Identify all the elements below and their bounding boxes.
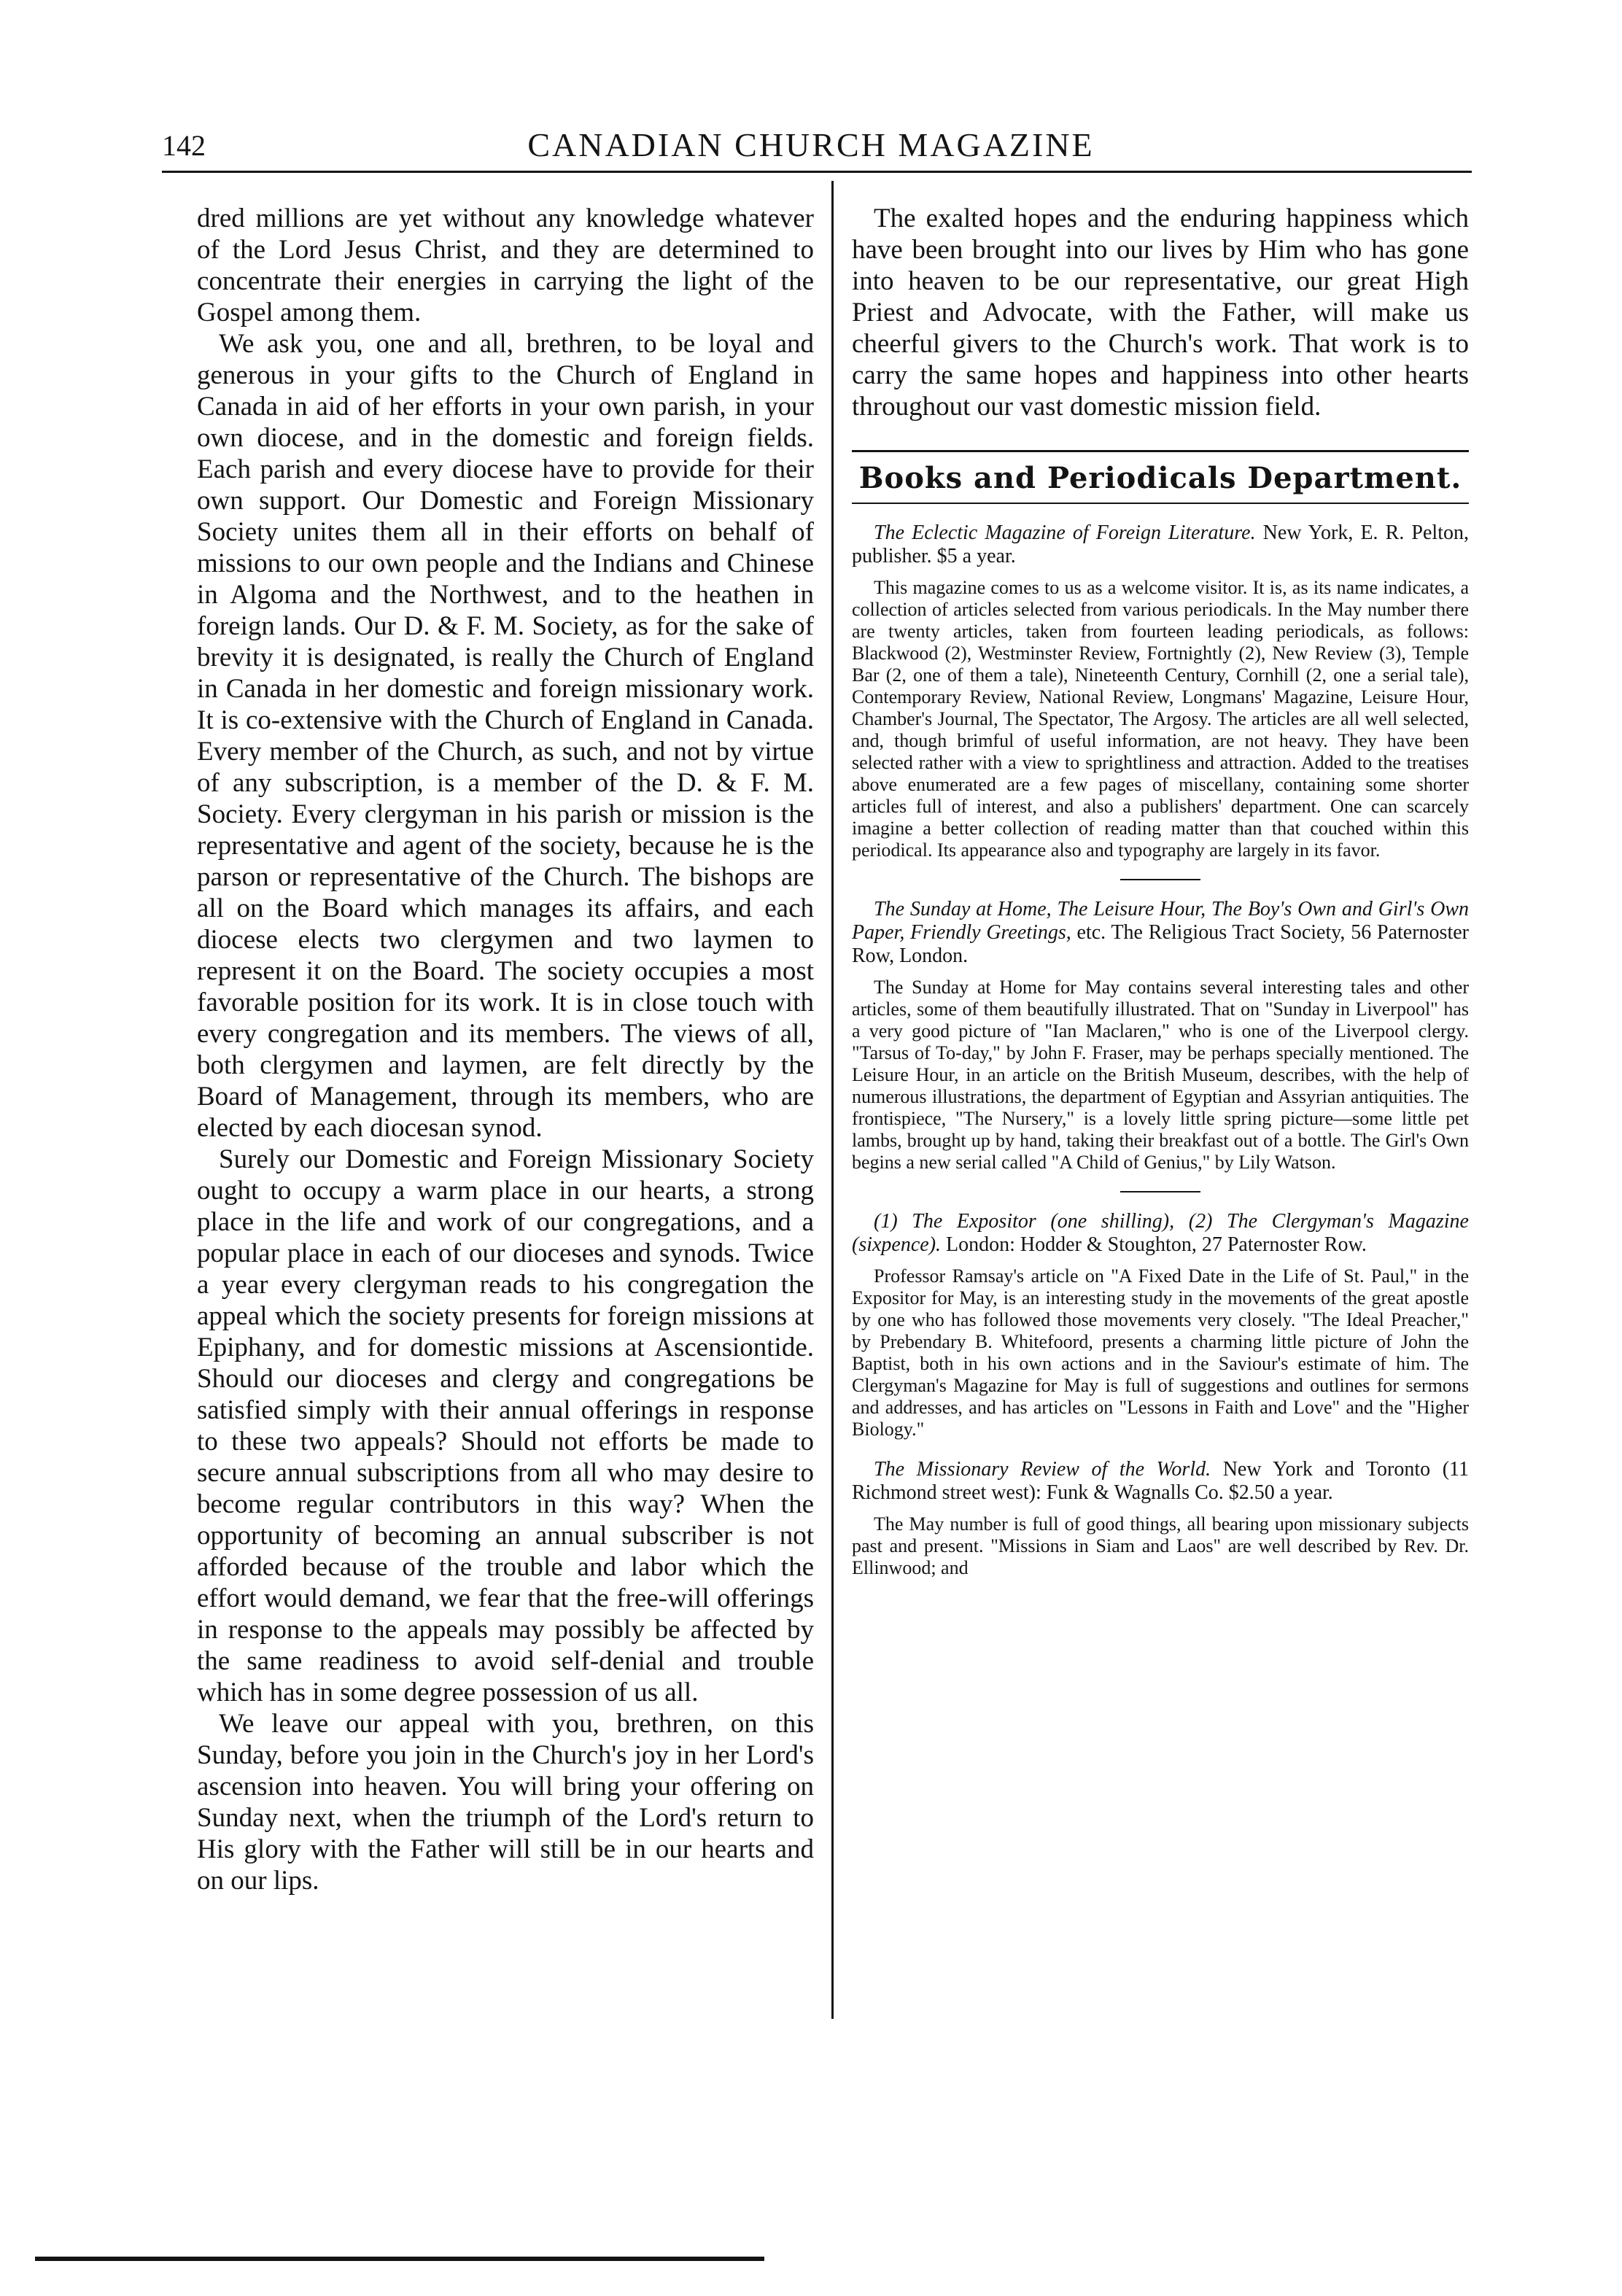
section-rule [852,450,1469,452]
running-title: CANADIAN CHURCH MAGAZINE [527,126,1095,163]
page-number: 142 [162,129,206,162]
entry-title: The Sunday at Home, The Leisure Hour, The Boy's Own and Girl's Own Paper, Friendly Greetings, [852,898,1469,944]
entry-title: The Eclectic Magazine of Foreign Literature. [874,521,1256,544]
footer-rule [35,2257,764,2261]
entry-title: (1) The Expositor (one shilling), (2) The Clergyman's Magazine (sixpence). [852,1210,1469,1256]
article-paragraph: dred millions are yet without any knowledge whatever of the Lord Jesus Christ, and they are determined to concentrate their energies in carrying the light of the Gospel among them. [197,203,814,327]
review-entry [852,898,1469,1174]
review-entry [852,521,1469,861]
entry-review: This magazine comes to us as a welcome visitor. It is, as its name indicates, a collection of articles selected from various periodicals. In the May number there are twenty articles, taken from fourteen leading periodicals, as follows: Blackwood (2), Westminster Review, Fortnightly (2), New Review (3), Temple Bar (2, one of them a tale), Nineteenth Century, Cornhill (2, one a serial tale), Contemporary Review, National Review, Longmans' Magazine, Leisure Hour, Chamber's Journal, The Spectator, The Argosy. The articles are all well selected, and, though brimful of useful information, are not heavy. They have been selected rather with a view to sprightliness and attraction. Added to the treatises above enumerated are a few pages of miscellany, containing some shorter articles full of interest, and also a publishers' department. One can scarcely imagine a better collection of reading matter than that couched within this periodical. Its appearance also and typography are largely in its favor. [852,577,1469,861]
department-heading: Books and Periodicals Department. [858,461,1462,495]
right-column [852,203,1469,1579]
review-entry [852,1210,1469,1440]
section-rule [852,503,1469,504]
header-rule [162,171,1472,173]
entry-heading [852,1458,1469,1505]
entry-publisher: New York, E. R. Pelton, publisher. $5 a year. [852,521,1469,567]
entry-publisher: London: Hodder & Stoughton, 27 Paternoster Row. [946,1233,1367,1256]
article-paragraph: We leave our appeal with you, brethren, on this Sunday, before you join in the Church's joy in her Lord's ascension into heaven. You will bring your offering on Sunday next, when the triumph of the Lord's return to His glory with the Father will still be in our hearts and on our lips. [197,1709,814,1896]
left-column [197,203,814,1896]
article-paragraph: Surely our Domestic and Foreign Missionary Society ought to occupy a warm place in our hearts, a strong place in the life and work of our congregations, and a popular place in each of our dioceses and synods. Twice a year every clergyman reads to his congregation the appeal which the society presents for foreign missions at Epiphany, and for domestic missions at Ascensiontide. Should our dioceses and clergy and congregations be satisfied simply with their annual offerings in response to these two appeals? Should not efforts be made to secure annual subscriptions from all who may desire to become regular contributors in this way? When the opportunity of becoming an annual subscriber is not afforded because of the trouble and labor which the effort would demand, we fear that the free-will offerings in response to the appeals may possibly be affected by the same readiness to avoid self-denial and trouble which has in some degree possession of us all. [197,1144,814,1707]
article-paragraph: We ask you, one and all, brethren, to be loyal and generous in your gifts to the Church of England in Canada in aid of her efforts in your own parish, in your own diocese, and in the domestic and foreign fields. Each parish and every diocese have to provide for their own support. Our Domestic and Foreign Missionary Society unites them all in their efforts on behalf of missions to our own people and the Indians and Chinese in Algoma and the Northwest, and to the heathen in foreign lands. Our D. & F. M. Society, as for the sake of brevity it is designated, is really the Church of England in Canada in her domestic and foreign missionary work. It is co-extensive with the Church of England in Canada. Every member of the Church, as such, and not by virtue of any subscription, is a member of the D. & F. M. Society. Every clergyman in his parish or mission is the representative and agent of the society, because he is the parson or representative of the Church. The bishops are all on the Board which manages its affairs, and each diocese elects two clergymen and two laymen to represent it on the Board. The society occupies a most favorable position for its work. It is in close touch with every congregation and its members. The views of all, both clergymen and laymen, are felt directly by the Board of Management, through its members, who are elected by each diocesan synod. [197,329,814,1143]
article-paragraph: The exalted hopes and the enduring happiness which have been brought into our lives by Him who has gone into heaven to be our representative, our great High Priest and Advocate, with the Father, will make us cheerful givers to the Church's work. That work is to carry the same hopes and happiness into other hearts throughout our vast domestic mission field. [852,203,1469,422]
entry-title: The Missionary Review of the World. [874,1458,1211,1481]
entry-heading [852,898,1469,968]
entry-heading [852,521,1469,568]
entry-separator [1120,879,1200,880]
entry-heading [852,1210,1469,1257]
entry-review: The May number is full of good things, all bearing upon missionary subjects past and present. "Missions in Siam and Laos" are well described by Rev. Dr. Ellinwood; and [852,1513,1469,1578]
entry-review: Professor Ramsay's article on "A Fixed Date in the Life of St. Paul," in the Expositor for May, is an interesting study in the movements of the great apostle by one who has followed those movements very closely. "The Ideal Preacher," by Prebendary B. Whitefoord, presents a charming little picture of John the Baptist, both in his own actions and in the Saviour's estimate of him. The Clergyman's Magazine for May is full of suggestions and outlines for sermons and addresses, and has articles on "Lessons in Faith and Love" and the "Higher Biology." [852,1265,1469,1440]
entry-publisher: New York and Toronto (11 Richmond street west): Funk & Wagnalls Co. $2.50 a year. [852,1458,1469,1504]
entry-publisher: etc. The Religious Tract Society, 56 Paternoster Row, London. [852,921,1469,967]
entry-separator [1120,1191,1200,1192]
entry-review: The Sunday at Home for May contains several interesting tales and other articles, some of them beautifully illustrated. That on "Sunday in Liverpool" has a very good picture of "Ian Maclaren," who is one of the Liverpool clergy. "Tarsus of To-day," by John F. Fraser, may be perhaps specially mentioned. The Leisure Hour, in an article on the British Museum, describes, with the help of numerous illustrations, the department of Egyptian and Assyrian antiquities. The frontispiece, "The Nursery," is a lovely little spring picture—some little pet lambs, brought up by hand, taking their breakfast out of a bottle. The Girl's Own begins a new serial called "A Child of Genius," by Lily Watson. [852,977,1469,1173]
column-divider [831,181,834,2019]
review-entry [852,1458,1469,1579]
